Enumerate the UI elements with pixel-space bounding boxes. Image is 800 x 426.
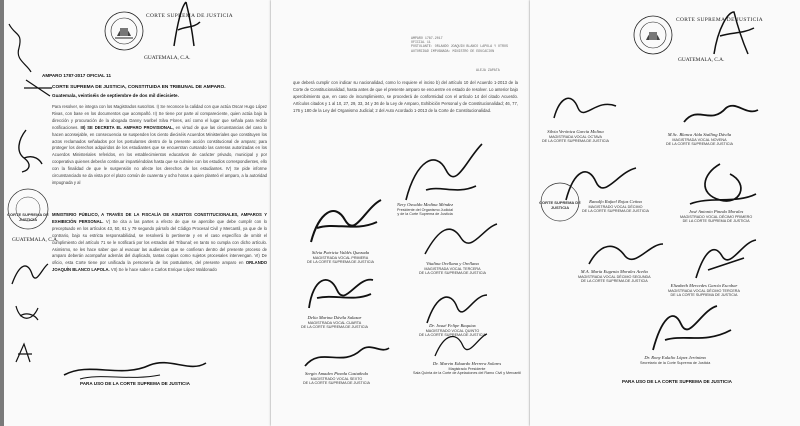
signer-title: Secretario de la Corte Suprema de Justicia <box>640 360 711 365</box>
letterhead-place-text: GUATEMALA, C.A. <box>678 57 725 63</box>
handwritten-signature <box>550 88 620 130</box>
resolution-text-3: que deberá cumplir con indicar su nacionalidad, como lo requiere el inciso b) del artículo 10 del Acuerdo 1-2013 de la Corte de Constitucionalidad, hasta antes de que el presente amparo se encuentre en estado de resolver. Lo anterior bajo apercibimiento que, en caso de incumplimiento, se procederá de conformidad con el artículo 14 del citado Acuerdo. Artículos citados y 1 al 10, 27, 29, 33, 34 y 36 de la Ley de Amparo, Exhibición Personal y de Constitucionalidad; 46, 77, 176 y 180 de la Ley del Organismo Judicial; 2 del Auto Acordado 1-2013 de la Corte de Constitucionalidad. <box>293 80 518 113</box>
signer-title: y de la Corte Suprema de Justicia <box>397 212 453 217</box>
case-number: AMPARO 1787-2017 OFICIAL 11 <box>42 73 112 78</box>
resolution-text-2 <box>52 212 267 360</box>
document-page-3 <box>530 0 800 426</box>
stamp-line: OFICIAL 11 <box>411 40 431 45</box>
signature-block <box>419 262 486 276</box>
signer-title: DE LA CORTE SUPREMA DE JUSTICIA <box>303 381 370 386</box>
document-page-2 <box>271 0 533 426</box>
paragraph: VII) Se le hace saber a Carlos Enrique López Maldonado <box>110 267 217 273</box>
signature-block <box>582 200 649 214</box>
paragraph-bold: III) SE DECRETA EL AMPARO PROVISIONAL, <box>80 124 174 130</box>
signature-block <box>301 316 368 330</box>
signer-title: DE LA CORTE SUPREMA DE JUSTICIA <box>307 260 374 265</box>
handwritten-signature <box>5 20 37 75</box>
paragraph: en virtud de que las circunstancias del caso lo hacen aconsejable, en consecuencia se suspenden los ciento dieciséis Acuerdos Ministeriales que constituyen los actos reclamados señalados por los postulantes dentro de la presente acción constitucional de amparo; para proteger los derechos adquiridos de los estudiantes que se encuentran cursando las carreras autorizadas en los Acuerdos Ministeriales referidos, en los establecimientos educativos de carácter privado, municipal y por cooperativa quienes deberán continuar impartiéndolas hasta que se culmine con los estudios correspondientes, ello con la finalidad de que le suspensión no afecte los derechos de los estudiantes. IV) Se pide informe circunstanciado se da vista por el plazo común de cuarenta y ocho horas a quien planteó el amparo, a la autoridad impugnada y al <box>52 124 267 185</box>
resolution-date: Guatemala, veintiséis de septiembre de dos mil diecisiete. <box>52 93 179 98</box>
signature-block <box>542 130 609 144</box>
handwritten-signature <box>301 268 381 316</box>
handwritten-signature <box>60 355 210 383</box>
stamp-line: AUTORIDAD IMPUGNADA: MINISTRO DE EDUCACION <box>411 48 495 53</box>
court-seal-icon <box>632 14 674 56</box>
stamp-line: AMPARO 1787-2017 <box>411 36 443 40</box>
side-stamp-text: CORTE SUPREMA DE JUSTICIA <box>7 212 49 222</box>
letterhead-title: CORTE SUPREMA DE JUSTICIA <box>146 13 234 19</box>
stamp-line: POSTULANTE: ORLANDO JOAQUIN BLANCO LAPOLA Y OTROS <box>411 44 508 49</box>
signer-name: Sergio Amadeo Pineda Castañeda <box>305 371 368 376</box>
signer-title: MAGISTRADA VOCAL NOVENA <box>672 137 727 142</box>
signer-title: Sala Quinta de la Corte de Apelaciones del Ramo Civil y Mercantil <box>413 371 522 376</box>
signer-name: M.Sc. Blanca Aída Stalling Dávila <box>667 132 732 137</box>
letterhead-place-text: GUATEMALA, C.A. <box>144 55 191 61</box>
handwritten-signature <box>708 8 758 58</box>
signer-name: Silvia Patricia Valdés Quezada <box>311 250 370 255</box>
court-heading: CORTE SUPREMA DE JUSTICIA, CONSTITUIDA EN TRIBUNAL DE AMPARO. <box>52 85 226 90</box>
signer-name: Silvia Verónica García Molina <box>547 129 604 134</box>
signer-title: DE LA CORTE SUPREMA DE JUSTICIA <box>580 279 648 284</box>
handwritten-signature <box>22 76 54 100</box>
court-seal-icon <box>103 10 145 52</box>
signer-title: MAGISTRADO VOCAL DÉCIMO <box>588 204 643 209</box>
signature-block <box>668 284 740 298</box>
signer-title: MAGISTRADA VOCAL CUARTA <box>307 320 362 325</box>
signer-name: Vitalina Orellana y Orellana <box>426 261 479 266</box>
signer-title: DE LA CORTE SUPREMA DE JUSTICIA <box>419 271 486 276</box>
letterhead-title: CORTE SUPREMA DE JUSTICIA <box>676 17 764 23</box>
signer-name: Dr. Josué Felipe Baquiax <box>429 323 476 328</box>
handwritten-signature <box>431 328 491 362</box>
signer-title: MAGISTRADA VOCAL TERCERA <box>424 266 481 271</box>
signer-title: MAGISTRADA VOCAL DÉCIMO TERCERA <box>668 288 740 293</box>
signer-title: MAGISTRADO VOCAL DÉCIMO PRIMERO <box>680 214 753 219</box>
handwritten-signature <box>12 300 42 330</box>
paragraph-bold: ORLANDO JOAQUÍN BLANCO LAPOLA. <box>52 260 267 273</box>
signer-name: Elizabeth Mercedes García Escobar <box>670 283 738 288</box>
handwritten-signature <box>645 300 735 358</box>
paragraph: Para resolver, se integra con los Magistrados suscritos. I) Se reconoce la calidad con que actúa Oscar Hugo López Rivas, con base en los documentos que acompañó. II) Se tiene por parte al compareciente, quien actúa bajo la dirección y procuración de la abogada Danny Ivaribel Silva Flores, así como el lugar que señala para recibir notificaciones. <box>52 104 267 130</box>
signer-title: DE LA CORTE SUPREMA DE JUSTICIA <box>682 219 750 224</box>
signature-block <box>397 203 453 217</box>
paragraph-bold: MINISTERIO PÚBLICO, A TRAVÉS DE LA FISCALÍA DE ASUNTOS CONSTITUCIONALES, AMPAROS Y EXHIBICIÓN PERSONAL. <box>52 212 267 224</box>
handwritten-signature <box>690 236 760 284</box>
signature-block <box>303 372 370 386</box>
case-stamp <box>411 36 508 53</box>
signer-title: Presidente del Organismo Judicial <box>397 207 453 212</box>
handwritten-signature <box>680 160 760 210</box>
signer-name: Ranulfo Rafael Rojas Cetina <box>589 199 642 204</box>
page-marker: ALEJA ZAPATA <box>476 68 500 72</box>
signer-title: MAGISTRADA VOCAL OCTAVA <box>549 134 602 139</box>
signer-title: MAGISTRADA VOCAL DÉCIMO SEGUNDA <box>578 274 651 279</box>
handwritten-signature <box>305 192 385 250</box>
document-page-1 <box>0 0 282 426</box>
signer-title: MAGISTRADO VOCAL QUINTO <box>425 328 480 333</box>
signer-name: José Antonio Pineda Morales <box>688 209 744 214</box>
handwritten-signature <box>301 338 391 374</box>
side-stamp-place-text: GUATEMALA, C.A. <box>12 237 59 243</box>
signature-block <box>640 356 710 365</box>
handwritten-signature <box>168 0 208 48</box>
handwritten-signature <box>12 340 38 366</box>
handwritten-signature <box>10 258 50 288</box>
signature-block <box>680 210 752 224</box>
page-footer: PARA USO DE LA CORTE SUPREMA DE JUSTICIA <box>80 381 190 386</box>
signature-block <box>413 362 521 376</box>
signature-block <box>666 133 733 147</box>
signer-title: MAGISTRADA VOCAL PRIMERA <box>312 255 369 260</box>
signature-block <box>578 270 651 284</box>
side-stamp-text: CORTE SUPREMA DE JUSTICIA <box>539 200 581 210</box>
signer-name: Nery Osvaldo Medina Méndez <box>397 202 454 207</box>
handwritten-signature <box>585 236 665 272</box>
letterhead-place <box>144 54 190 61</box>
signer-name: Dr. Marvin Eduardo Herrera Solares <box>432 361 502 366</box>
handwritten-signature <box>396 140 486 210</box>
signature-block <box>307 251 374 265</box>
signer-title: DE LA CORTE SUPREMA DE JUSTICIA <box>419 333 486 338</box>
handwritten-signature <box>421 218 501 262</box>
signer-name: Dr. Rony Eulalio López Jerónimo <box>644 355 706 360</box>
side-stamp-icon <box>5 186 51 232</box>
signer-title: DE LA CORTE SUPREMA DE JUSTICIA <box>666 142 733 147</box>
resolution-text-1 <box>52 104 267 212</box>
signer-title: DE LA CORTE SUPREMA DE JUSTICIA <box>582 209 649 214</box>
signer-name: Delia Marina Dávila Salazar <box>307 315 362 320</box>
handwritten-signature <box>680 98 760 132</box>
side-stamp-place <box>12 236 58 243</box>
signer-title: Magistrado Presidente <box>448 366 486 371</box>
handwritten-signature <box>8 128 46 174</box>
signer-title: DE LA CORTE SUPREMA DE JUSTICIA <box>542 139 609 144</box>
signer-name: M.A. María Eugenia Morales Aceña <box>580 269 648 274</box>
signer-title: DE LA CORTE SUPREMA DE JUSTICIA <box>670 293 738 298</box>
paragraph: V) Se cita a las partes a efecto de que se apercibe que debe cumplir con lo preceptuado en los artículos 43, 50, 61 y 79 segundo párrafo del Código Procesal Civil y Mercantil, ya que de lo contrario, bajo su estricta responsabilidad, se resolverá lo pertinente y en el caso específico de omitir el cumplimiento del artículo 71 se le notificará por los estrados del Tribunal; en tanto no cumpla con dicho artículo. Asimismo, se les hace saber que al evacuar las audiencias que se confieran dentro del presente proceso de amparo deberán acompañar además del duplicado, tantas copias como sujetos procesales intervengan. VI) De oficio, esta Corte tiene por unificada la personería de los postulantes, del presente amparo en <box>52 218 267 266</box>
signer-title: MAGISTRADO VOCAL SEXTO <box>310 376 363 381</box>
page-footer: PARA USO DE LA CORTE SUPREMA DE JUSTICIA <box>622 379 732 384</box>
signer-title: DE LA CORTE SUPREMA DE JUSTICIA <box>301 325 368 330</box>
